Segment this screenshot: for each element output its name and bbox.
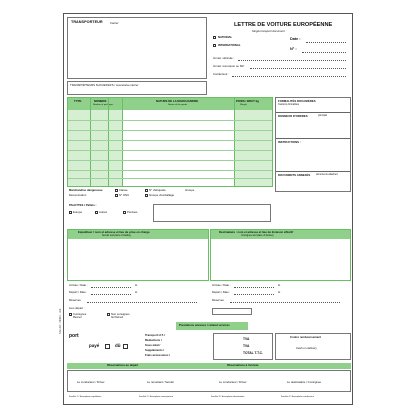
consignes-label: Consignes: [73, 312, 87, 316]
port-label: port: [69, 333, 79, 339]
arrivee-field-right[interactable]: [234, 287, 274, 288]
number-field[interactable]: [302, 52, 346, 53]
ttc-label: TOTAL T.T.C.: [243, 351, 263, 355]
col-type: TYPE: [74, 99, 82, 103]
autres-label: Autres: [99, 210, 108, 214]
heure-label-left2: H.: [135, 290, 138, 294]
goods-table: [67, 97, 273, 187]
instructions-label: INSTRUCTIONS :: [278, 140, 301, 144]
dangerous-goods-row: [67, 188, 273, 202]
du-checkbox[interactable]: [123, 344, 128, 349]
carrier-sub: Carrier: [110, 21, 119, 25]
sig-driver-right: Le conducteur / Driver: [219, 380, 247, 384]
observations-header: [67, 363, 351, 369]
heure-label-right2: H.: [278, 290, 281, 294]
groupe-label: Groupe: [185, 188, 195, 192]
national-label: NATIONAL: [218, 35, 233, 39]
sender-sub: Sender and place of loading: [102, 235, 131, 237]
poids-column[interactable]: [234, 110, 272, 186]
consignee-title: Destinataire : nom et adresse et lieu de livraison effectif: [219, 230, 294, 234]
conducteur-label: Conducteur :: [213, 72, 230, 76]
carrier-box: [67, 17, 207, 79]
cash-label: Cash on delivery: [296, 346, 317, 350]
sig-driver-left: Le conducteur / Driver: [77, 380, 105, 384]
reserves-label-right: Réserves: [212, 298, 224, 302]
pallets-label: PALETTES / Pallets :: [69, 203, 97, 207]
international-checkbox[interactable]: [213, 44, 216, 47]
depart-label-left: Départ / Date :: [69, 290, 88, 294]
onu-label: N° ONU: [119, 193, 130, 197]
tva-label-2: TVA: [243, 344, 250, 348]
donneur-label: DONNEUR D'ORDRES: [278, 114, 308, 118]
col-nature: NATURE DE LA MARCHANDISE: [156, 99, 199, 103]
paye-checkbox[interactable]: [105, 344, 110, 349]
footer-copy2: Feuillet 2 / Exemplaire transporteur: [139, 396, 174, 398]
arrivee-label-left: Arrivée / Date :: [69, 283, 88, 287]
etiquette-checkbox[interactable]: [145, 189, 148, 192]
consignee-box[interactable]: [210, 229, 351, 281]
type-column[interactable]: [68, 110, 90, 186]
denomination-label: Dénomination: [69, 193, 87, 197]
payment-section: [67, 332, 351, 362]
contre-label: Contre remboursement: [290, 335, 321, 339]
obs-left-title: Observations au départ: [107, 363, 139, 367]
international-label: INTERNATIONAL: [218, 43, 241, 47]
right-panel: [275, 97, 351, 192]
number-label: N° :: [290, 47, 297, 51]
sender-box[interactable]: [67, 229, 209, 281]
supplements-label: Suppléments /: [145, 348, 165, 352]
dangerous-label: Marchandise dangereuse: [69, 188, 103, 192]
etiquette-label: N° d'étiquette: [149, 188, 166, 192]
lieu-label: Lieu départ :: [69, 306, 85, 310]
reserves-label-left: Réserves: [69, 298, 81, 302]
sig-sender: Le remettant / Sender: [147, 380, 175, 384]
footer-copy1: Feuillet 1 / Exemplaire expéditeur: [69, 396, 102, 398]
heure-label-left: H.: [135, 283, 138, 287]
sig-consignee: Le destinataire / Consignee: [287, 380, 322, 384]
heure-label-right: H.: [278, 283, 281, 287]
national-checkbox[interactable]: [213, 36, 216, 39]
consignes-sub: Planned: [73, 317, 82, 319]
signatures-row: [67, 375, 351, 389]
footer: [67, 394, 351, 403]
reserves-field-right[interactable]: [230, 302, 340, 303]
transport-label: Transport H.T. /: [145, 333, 166, 337]
classe-checkbox[interactable]: [115, 189, 118, 192]
immat-field[interactable]: [238, 60, 346, 61]
cash-on-delivery-box[interactable]: [275, 333, 351, 360]
consignee-sub: Consignee and place of delivery: [241, 235, 274, 237]
immat-label: Immat. véhicule :: [213, 56, 235, 60]
documents-label: DOCUMENTS ANNEXÉS: [278, 173, 311, 177]
sous-total-label: Sous-total /: [145, 343, 161, 347]
non-consignes-checkbox[interactable]: [107, 313, 110, 316]
col-nombre: NOMBRE: [94, 99, 107, 103]
sender-arrival: [67, 282, 209, 322]
date-field[interactable]: [306, 42, 346, 43]
classe-label: Classe: [119, 188, 128, 192]
arrivee-field-left[interactable]: [91, 287, 131, 288]
autres-checkbox[interactable]: [95, 211, 98, 214]
document-title: LETTRE DE VOITURE EUROPÉENNE: [234, 22, 333, 28]
consignes-checkbox[interactable]: [69, 313, 72, 316]
arrivee-label-right: Arrivée / Date :: [212, 283, 231, 287]
obs-right-title: Observations à l'arrivée: [227, 363, 259, 367]
non-consignes-label: Non consignes: [111, 312, 130, 316]
immat-remorque-field[interactable]: [250, 68, 346, 69]
successive-label: TRANSPORTEURS SUCCESSIFS / successive carrier: [70, 83, 139, 87]
carrier-label: TRANSPORTEUR: [71, 20, 103, 24]
emballage-checkbox[interactable]: [145, 194, 148, 197]
paye-label: payé: [89, 343, 100, 348]
title-box: [210, 17, 350, 79]
services-bar: [176, 322, 248, 330]
documents-sub: documents attached: [316, 173, 338, 176]
perdues-label: Perdues: [127, 210, 138, 214]
formalites-label: FORMALITÉS DOUANIÈRES: [278, 99, 316, 103]
reductions-label: Réductions /: [145, 338, 162, 342]
pallets-row: [67, 203, 273, 227]
col-nature-sub: Nature of the goods: [168, 104, 188, 106]
reserves-field-left[interactable]: [87, 302, 197, 303]
donneur-sub: principal: [318, 114, 327, 117]
consignee-arrival: [210, 282, 351, 322]
formalites-sub: Customs formalities: [278, 103, 299, 106]
du-label: dû: [115, 343, 121, 348]
immat-remorque-label: Immat. remorque/ ou SR :: [213, 64, 246, 68]
date-label: Date :: [290, 37, 301, 41]
side-code: NFE 317 · 2000/1 · LVE: [59, 308, 62, 334]
depart-field-right[interactable]: [234, 294, 274, 295]
tva-label: TVA: [243, 337, 250, 341]
onu-checkbox[interactable]: [115, 194, 118, 197]
packaging-column[interactable]: [108, 110, 122, 186]
nombre-column[interactable]: [90, 110, 108, 186]
europe-label: Europe: [73, 210, 83, 214]
col-nombre-sub: Number of packages: [93, 104, 114, 106]
frais-label: Frais accessoires /: [145, 353, 171, 357]
europe-checkbox[interactable]: [69, 211, 72, 214]
document-subtitle: Single transport document: [252, 29, 285, 33]
document-form: [59, 13, 353, 405]
sender-title: Expéditeur / nom et adresse et lieu de prise en charge: [78, 230, 150, 234]
footer-copy4: Feuillet 4 / Exemplaire conducteur: [281, 396, 315, 398]
pallets-detail-box[interactable]: [153, 204, 271, 222]
emballage-label: Groupe d'emballage: [149, 193, 175, 197]
footer-copy3: Feuillet 3 / Exemplaire destinataire: [211, 396, 245, 398]
depart-field-left[interactable]: [91, 294, 131, 295]
services-label: Prestations annexes / related services: [179, 323, 230, 327]
col-poids: POIDS / BRUT kg: [236, 99, 259, 103]
conducteur-field[interactable]: [232, 76, 346, 77]
non-consignes-sub: No Planned: [111, 317, 124, 319]
perdues-checkbox[interactable]: [123, 211, 126, 214]
arrival-info-box[interactable]: [212, 308, 252, 315]
depart-label-right: Départ / Date :: [212, 290, 231, 294]
successive-carrier-box: [67, 81, 207, 95]
col-poids-sub: Weight: [240, 104, 247, 106]
